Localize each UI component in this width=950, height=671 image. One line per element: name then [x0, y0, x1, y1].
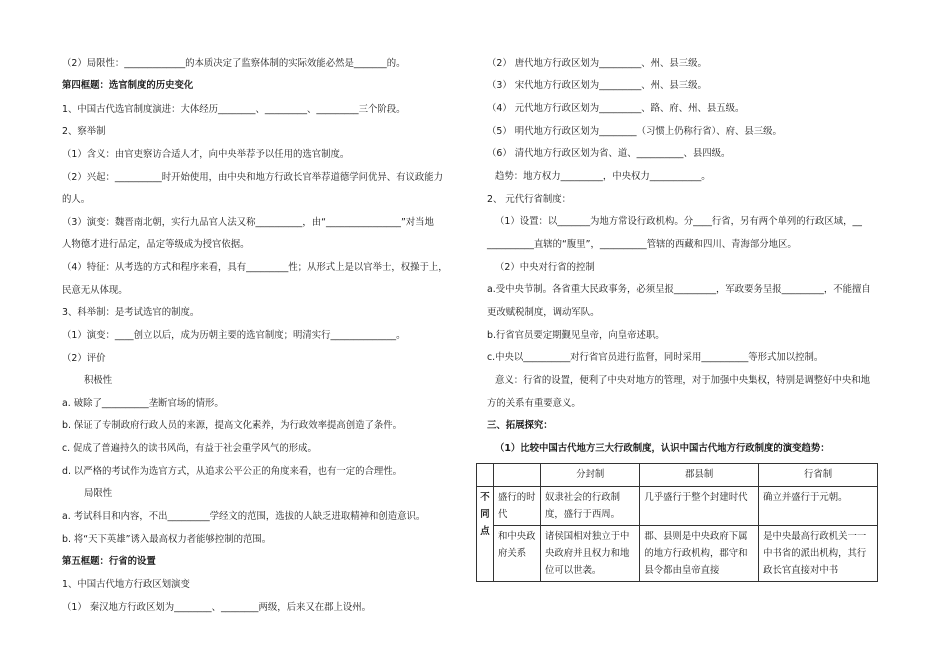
table-cell: 诸侯国相对独立于中央政府并且权力和地位可以世袭。	[541, 526, 640, 582]
table-header-xingsheng: 行省制	[759, 464, 878, 487]
text-line: 人物德才进行品定，品定等级成为授官依据。	[62, 239, 250, 250]
table-header-fenfeng: 分封制	[541, 464, 640, 487]
text-line: 积极性	[84, 375, 113, 386]
table-row	[477, 526, 878, 582]
table-row	[477, 487, 878, 526]
text-line: 意义：行省的设置，便利了中央对地方的管理，对于加强中央集权，特别是调整好中央和地	[495, 375, 871, 386]
table-cell: 奴隶社会的行政制度，盛行于西周。	[541, 487, 640, 526]
text-line: b.行省官员要定期觐见皇帝，向皇帝述职。	[487, 330, 665, 341]
section-heading: 第五框题：行省的设置	[62, 556, 156, 567]
table-header-empty	[494, 464, 541, 487]
table-header-row	[477, 464, 878, 487]
text-line: a. 考试科目和内容，不出_________学经文的范围，选拔的人缺乏进取精神和创造意识。	[62, 511, 426, 522]
text-line: 方的关系有重要意义。	[487, 398, 581, 409]
text-line: 2、察举制	[62, 126, 106, 137]
text-line: c. 促成了普遍持久的读书风尚，有益于社会重学风气的形成。	[62, 443, 317, 454]
text-line: （5） 明代地方行政区划为________（习惯上仍称行省）、府、县三级。	[487, 126, 782, 137]
text-line: b. 将“天下英雄”诱入最高权力者能够控制的范围。	[62, 534, 272, 545]
text-line: （2）评价	[62, 353, 106, 364]
text-line: （1）含义：由官吏察访合适人才，向中央举荐予以任用的选官制度。	[62, 149, 350, 160]
row-group-label: 不同点	[477, 487, 494, 582]
table-cell: 郡、县则是中央政府下属的地方行政机构，郡守和县令都由皇帝直接	[640, 526, 759, 582]
section-heading: 三、拓展探究：	[487, 420, 553, 431]
section-heading: （1）比较中国古代地方三大行政制度，认识中国古代地方行政制度的演变趋势：	[495, 443, 830, 454]
text-line: （2）中央对行省的控制	[495, 262, 595, 273]
text-line: （2）兴起：__________时开始使用，由中央和地方行政长官举荐道德学问优异、有议政能力	[62, 172, 443, 183]
table-cell: 是中央最高行政机关一一中书省的派出机构，其行政长官直接对中书	[759, 526, 878, 582]
table-cell: 确立并盛行于元朝。	[759, 487, 878, 526]
text-line: 民意无从体现。	[62, 285, 128, 296]
text-line: （1） 秦汉地方行政区划为________、________两级，后来又在郡上设州。	[62, 602, 371, 613]
text-line: （3）演变：魏晋南北朝，实行九品官人法又称__________，由“________________”对当地	[62, 217, 434, 228]
table-cell: 几乎盛行于整个封建时代	[640, 487, 759, 526]
text-line: 3、科举制：是考试选官的制度。	[62, 307, 200, 318]
text-line: 局限性	[84, 488, 113, 499]
row-category: 和中央政府关系	[494, 526, 541, 582]
text-line: 1、中国古代选官制度演进：大体经历________、_________、_________三个阶段。	[62, 104, 406, 115]
text-line: （1）演变：____创立以后，成为历朝主要的选官制度；明清实行______________。	[62, 330, 406, 341]
row-category: 盛行的时代	[494, 487, 541, 526]
text-line: （3） 宋代地方行政区划为_________、州、县三级。	[487, 80, 707, 91]
text-line: 1、中国古代地方行政区划演变	[62, 579, 190, 590]
text-line: （4）特征：从考选的方式和程序来看，具有_________性；从形式上是以官举士，权操于上，	[62, 262, 448, 273]
text-line: 更改赋税制度，调动军队。	[487, 307, 600, 318]
text-line: a.受中央节制。各省重大民政事务，必须呈报_________，军政要务呈报_________，不能擅自	[487, 284, 871, 295]
text-line: 的人。	[62, 194, 91, 205]
text-line: （2） 唐代地方行政区划为_________、州、县三级。	[487, 58, 707, 69]
table-header-junxian: 郡县制	[640, 464, 759, 487]
text-line: 2、 元代行省制度：	[487, 194, 571, 205]
text-line: d. 以严格的考试作为选官方式，从追求公平公正的角度来看，也有一定的合理性。	[62, 466, 403, 477]
text-line: （2）局限性：_____________的本质决定了监察体制的实际效能必然是_______的。	[62, 58, 406, 69]
text-line: （4） 元代地方行政区划为_________、路、府、州、县五级。	[487, 103, 745, 114]
comparison-table	[476, 463, 878, 582]
text-line: 趋势：地方权力_________，中央权力___________。	[495, 171, 711, 182]
section-heading: 第四框题：选官制度的历史变化	[62, 80, 194, 91]
text-line: c.中央以__________对行省官员进行监督，同时采用__________等形式加以控制。	[487, 352, 824, 363]
text-line: （1）设置：以_______为地方常设行政机构。分____行省，另有两个单列的行政区域，__	[495, 216, 862, 227]
text-line: b. 保证了专制政府行政人员的来源，提高文化素养，为行政效率提高创造了条件。	[62, 420, 403, 431]
text-line: __________直辖的“腹里”，__________管辖的西藏和四川、青海部分地区。	[487, 239, 797, 250]
text-line: a. 破除了__________垄断官场的情形。	[62, 398, 224, 409]
text-line: （6） 清代地方行政区划为省、道、__________、县四级。	[487, 148, 731, 159]
table-header-empty	[477, 464, 494, 487]
